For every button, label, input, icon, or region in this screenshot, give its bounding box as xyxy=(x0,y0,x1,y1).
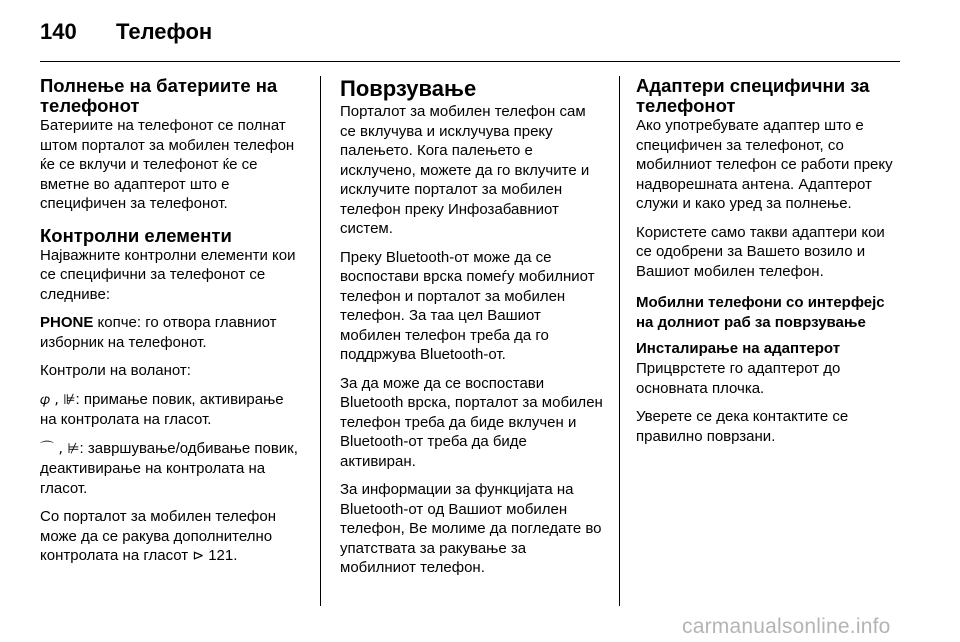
adapters-heading: Адаптери специфични за телефонот xyxy=(636,75,870,116)
end-call-paragraph xyxy=(40,439,302,499)
answer-call-icon: 𝜑 , ⊯ xyxy=(40,391,76,408)
steering-controls-paragraph: Контроли на воланот: xyxy=(40,362,191,379)
phone-key-label: PHONE xyxy=(40,314,94,331)
contacts-check-paragraph: Уверете се дека контактите се правилно поврзани. xyxy=(636,408,849,445)
end-call-icon: ⌒ , ⊭ xyxy=(40,440,80,457)
answer-call-text: : примање повик, активирање на контролата на гласот. xyxy=(40,390,284,428)
bluetooth-info-paragraph: За информации за функцијата на Bluetooth-от од Вашиот мобилен телефон, Ве молиме да погледате во упатствата за ракување за мобилниот телефон. xyxy=(340,481,602,576)
phone-key-paragraph xyxy=(40,313,302,352)
adapters-paragraph: Ако употребувате адаптер што е специфичен за телефонот, со мобилниот телефон се работи преку надворешната антена. Адаптерот служи и како уред за полнење. xyxy=(636,117,893,212)
end-call-text: : завршување/одбивање повик, деактивирање на контролата на гласот. xyxy=(40,439,298,497)
bluetooth-paragraph: Преку Bluetooth-от може да се воспостави врска помеѓу мобилниот телефон и порталот за мобилен телефон. За таа цел Вашиот мобилен телефон треба да го поддржува Bluetooth-от. xyxy=(340,248,595,363)
column-middle xyxy=(340,76,603,587)
header-divider xyxy=(40,61,900,62)
bluetooth-requirement-paragraph: За да може да се воспостави Bluetooth врска, порталот за мобилен телефон треба да биде вклучен и Bluetooth-от треба да биде активиран. xyxy=(340,374,603,470)
connection-paragraph: Порталот за мобилен телефон сам се вклучува и исклучува преку палењето. Кога палењето е исклучено, можете да го вклучите и исклучите порталот за мобилен телефон преку Инфозабавниот систем. xyxy=(340,103,590,237)
connection-heading: Поврзување xyxy=(340,76,477,101)
page-reference-number: 121. xyxy=(204,547,238,564)
controls-paragraph: Најважните контролни елементи кои се специфични за телефонот се следниве: xyxy=(40,246,296,303)
interface-heading: Мобилни телефони со интерфејс на долниот раб за поврзување xyxy=(636,294,885,331)
page-reference-icon: ⊳ xyxy=(192,548,205,564)
answer-call-paragraph xyxy=(40,390,302,430)
watermark-text: carmanualsonline.info xyxy=(682,615,891,638)
voice-control-text: Со порталот за мобилен телефон може да се ракува дополнително контролата на гласот xyxy=(40,508,277,564)
page-number: 140 xyxy=(40,19,77,44)
install-heading: Инсталирање на адаптерот xyxy=(636,340,841,357)
phone-key-text: копче: го отвора главниот изборник на телефонот. xyxy=(40,314,277,351)
charging-paragraph: Батериите на телефонот се полнат штом порталот за мобилен телефон ќе се вклучи и телефонот ќе се вметне во адаптерот што е специфичен за телефонот. xyxy=(40,117,295,212)
page-title: Телефон xyxy=(116,19,213,44)
controls-heading: Контролни елементи xyxy=(40,224,232,246)
column-left xyxy=(40,76,302,576)
charging-heading: Полнење на батериите на телефонот xyxy=(40,75,278,116)
column-right xyxy=(636,76,902,455)
column-divider-left xyxy=(320,76,321,606)
column-divider-right xyxy=(619,76,620,606)
approved-adapters-paragraph: Користете само такви адаптери кои се одобрени за Вашето возило и Вашиот мобилен телефон. xyxy=(636,223,885,280)
voice-control-paragraph xyxy=(40,507,302,567)
install-paragraph: Прицврстете го адаптерот до основната плочка. xyxy=(636,360,841,397)
page-header xyxy=(40,18,900,48)
